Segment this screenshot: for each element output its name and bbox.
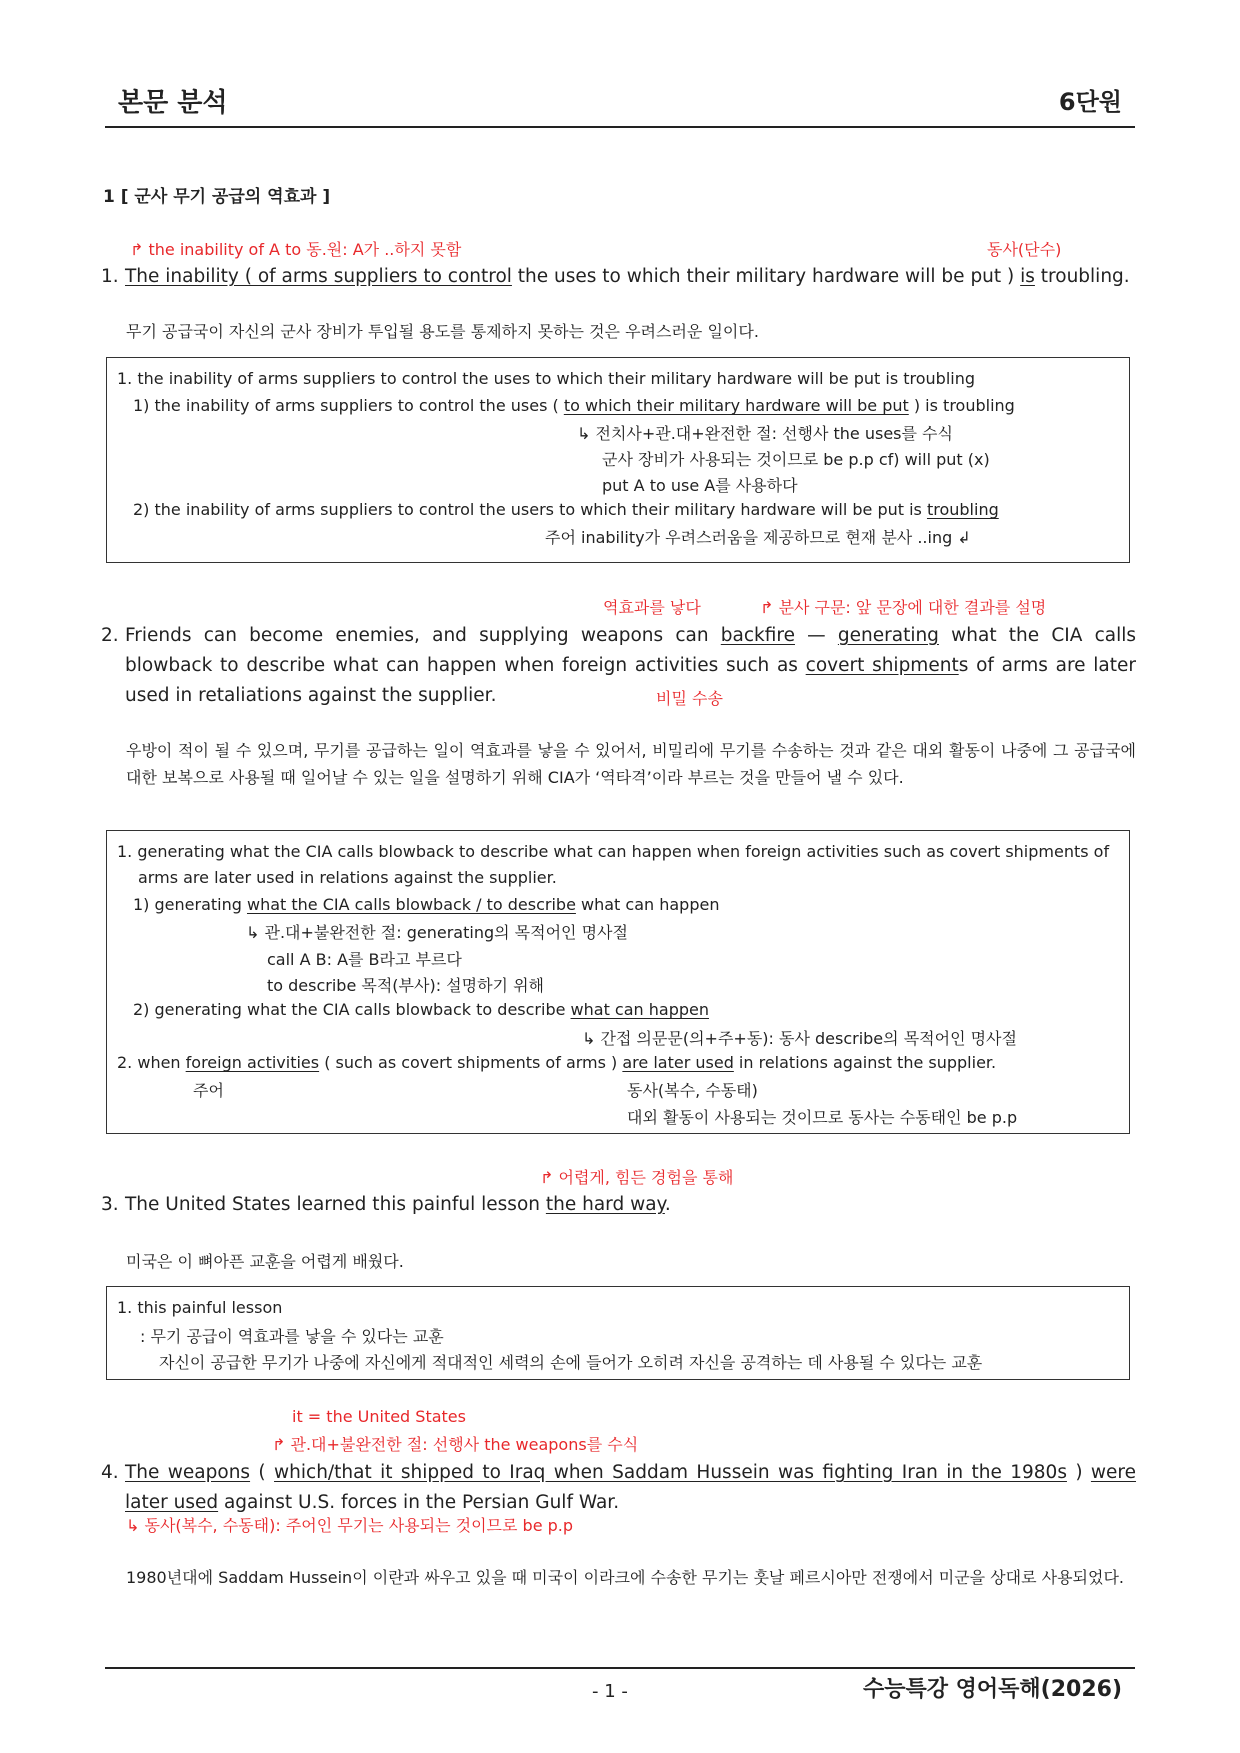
- s3-analysis-box: [106, 1286, 1130, 1380]
- s4-note-verb: ↳ 동사(복수, 수동태): 주어인 무기는 사용되는 것이므로 be p.p: [126, 1516, 574, 1535]
- s4-note-relative: ↱ 관.대+불완전한 절: 선행사 the weapons를 수식: [272, 1435, 639, 1454]
- box-line: 1) the inability of arms suppliers to control the uses ( to which their military hardware will be put ) is troubling: [133, 396, 1015, 415]
- sentence-2: 2. Friends can become enemies, and supplying weapons can backfire — generating what the CIA calls blowback to describe what can happen when foreign activities such as covert shipments of arms are later used in retaliations against the supplier.: [101, 621, 1136, 711]
- box-line: 2) the inability of arms suppliers to control the users to which their military hardware will be put is troubling: [133, 500, 999, 519]
- s2-translation: 우방이 적이 될 수 있으며, 무기를 공급하는 일이 역효과를 낳을 수 있어서, 비밀리에 무기를 수송하는 것과 같은 대외 활동이 나중에 그 공급국에 대한 보복으로 사용될 때 일어날 수 있는 일을 설명하기 위해 CIA가 ‘역타격’이라 부르는 것을 만들어 낼 수 있다.: [126, 741, 1136, 787]
- s1-subject: The inability ( of arms suppliers to control: [125, 266, 512, 287]
- sentence-number: 2.: [101, 625, 119, 646]
- s3-translation: 미국은 이 뼈아픈 교훈을 어렵게 배웠다.: [126, 1252, 404, 1271]
- box-line: arms are later used in relations against the supplier.: [138, 868, 557, 887]
- box-line: 1. the inability of arms suppliers to control the uses to which their military hardware will be put is troubling: [117, 369, 976, 388]
- box-line: ↳ 전치사+관.대+완전한 절: 선행사 the uses를 수식: [577, 424, 953, 443]
- s1-verb: is: [1020, 266, 1035, 287]
- section-title: 1 [ 군사 무기 공급의 역효과 ]: [103, 187, 331, 207]
- unit-label: 6단원: [1058, 88, 1122, 116]
- box-line: 2. when foreign activities ( such as covert shipments of arms ) are later used in relations against the supplier.: [117, 1053, 997, 1072]
- s2-note-covert: 비밀 수송: [656, 689, 723, 708]
- sentence-4: 4. The weapons ( which/that it shipped to Iraq when Saddam Hussein was fighting Iran in the 1980s ) were later used against U.S. forces in the Persian Gulf War.: [101, 1458, 1136, 1518]
- s2-note-participle: ↱ 분사 구문: 앞 문장에 대한 결과를 설명: [760, 598, 1047, 617]
- box-line: : 무기 공급이 역효과를 낳을 수 있다는 교훈: [140, 1327, 444, 1346]
- sentence-number: 4.: [101, 1462, 119, 1483]
- box-line: ↳ 관.대+불완전한 절: generating의 목적어인 명사절: [246, 923, 628, 942]
- s2-note-backfire: 역효과를 낳다: [603, 598, 701, 617]
- box-line: 군사 장비가 사용되는 것이므로 be p.p cf) will put (x): [602, 450, 990, 469]
- sentence-number: 3.: [101, 1194, 119, 1215]
- box-line: to describe 목적(부사): 설명하기 위해: [267, 976, 544, 995]
- s1-analysis-box: [106, 357, 1130, 563]
- s1-text: the uses to which their military hardware will be put ): [511, 266, 1021, 287]
- box-line: 주어: [193, 1081, 224, 1100]
- s2-analysis-box: [106, 830, 1130, 1134]
- s4-translation: 1980년대에 Saddam Hussein이 이란과 싸우고 있을 때 미국이 이라크에 수송한 무기는 훗날 페르시아만 전쟁에서 미군을 상대로 사용되었다.: [126, 1568, 1125, 1587]
- page-number: - 1 -: [592, 1681, 628, 1702]
- page-title: 본문 분석: [118, 88, 228, 118]
- footer-divider: [105, 1667, 1135, 1669]
- s1-verb-note: 동사(단수): [987, 240, 1062, 259]
- box-line: 대외 활동이 사용되는 것이므로 동사는 수동태인 be p.p: [627, 1108, 1018, 1127]
- box-line: ↳ 간접 의문문(의+주+동): 동사 describe의 목적어인 명사절: [582, 1029, 1017, 1048]
- box-line: 1. generating what the CIA calls blowback to describe what can happen when foreign activities such as covert shipments of: [117, 842, 1110, 861]
- sentence-3: 3. The United States learned this painful lesson the hard way.: [101, 1190, 1136, 1220]
- s1-translation: 무기 공급국이 자신의 군사 장비가 투입될 용도를 통제하지 못하는 것은 우려스러운 일이다.: [126, 322, 759, 341]
- s1-text-end: troubling.: [1034, 266, 1130, 287]
- box-line: 1) generating what the CIA calls blowback / to describe what can happen: [133, 895, 720, 914]
- s4-note-it: it = the United States: [292, 1407, 466, 1426]
- sentence-number: 1.: [101, 266, 119, 287]
- s3-note: ↱ 어렵게, 힘든 경험을 통해: [540, 1168, 734, 1187]
- box-line: 2) generating what the CIA calls blowback to describe what can happen: [133, 1000, 709, 1019]
- box-line: 1. this painful lesson: [117, 1298, 283, 1317]
- header-divider: [105, 126, 1135, 128]
- s1-grammar-note: ↱ the inability of A to 동.원: A가 ..하지 못함: [130, 240, 462, 259]
- box-line: 자신이 공급한 무기가 나중에 자신에게 적대적인 세력의 손에 들어가 오히려 자신을 공격하는 데 사용될 수 있다는 교훈: [159, 1353, 983, 1372]
- box-line: put A to use A를 사용하다: [602, 476, 798, 495]
- sentence-1: [101, 262, 1136, 292]
- box-line: 동사(복수, 수동태): [627, 1081, 758, 1100]
- box-line: call A B: A를 B라고 부르다: [267, 950, 462, 969]
- book-title: 수능특강 영어독해(2026): [862, 1677, 1122, 1702]
- box-line: 주어 inability가 우려스러움을 제공하므로 현재 분사 ..ing ↲: [545, 528, 971, 547]
